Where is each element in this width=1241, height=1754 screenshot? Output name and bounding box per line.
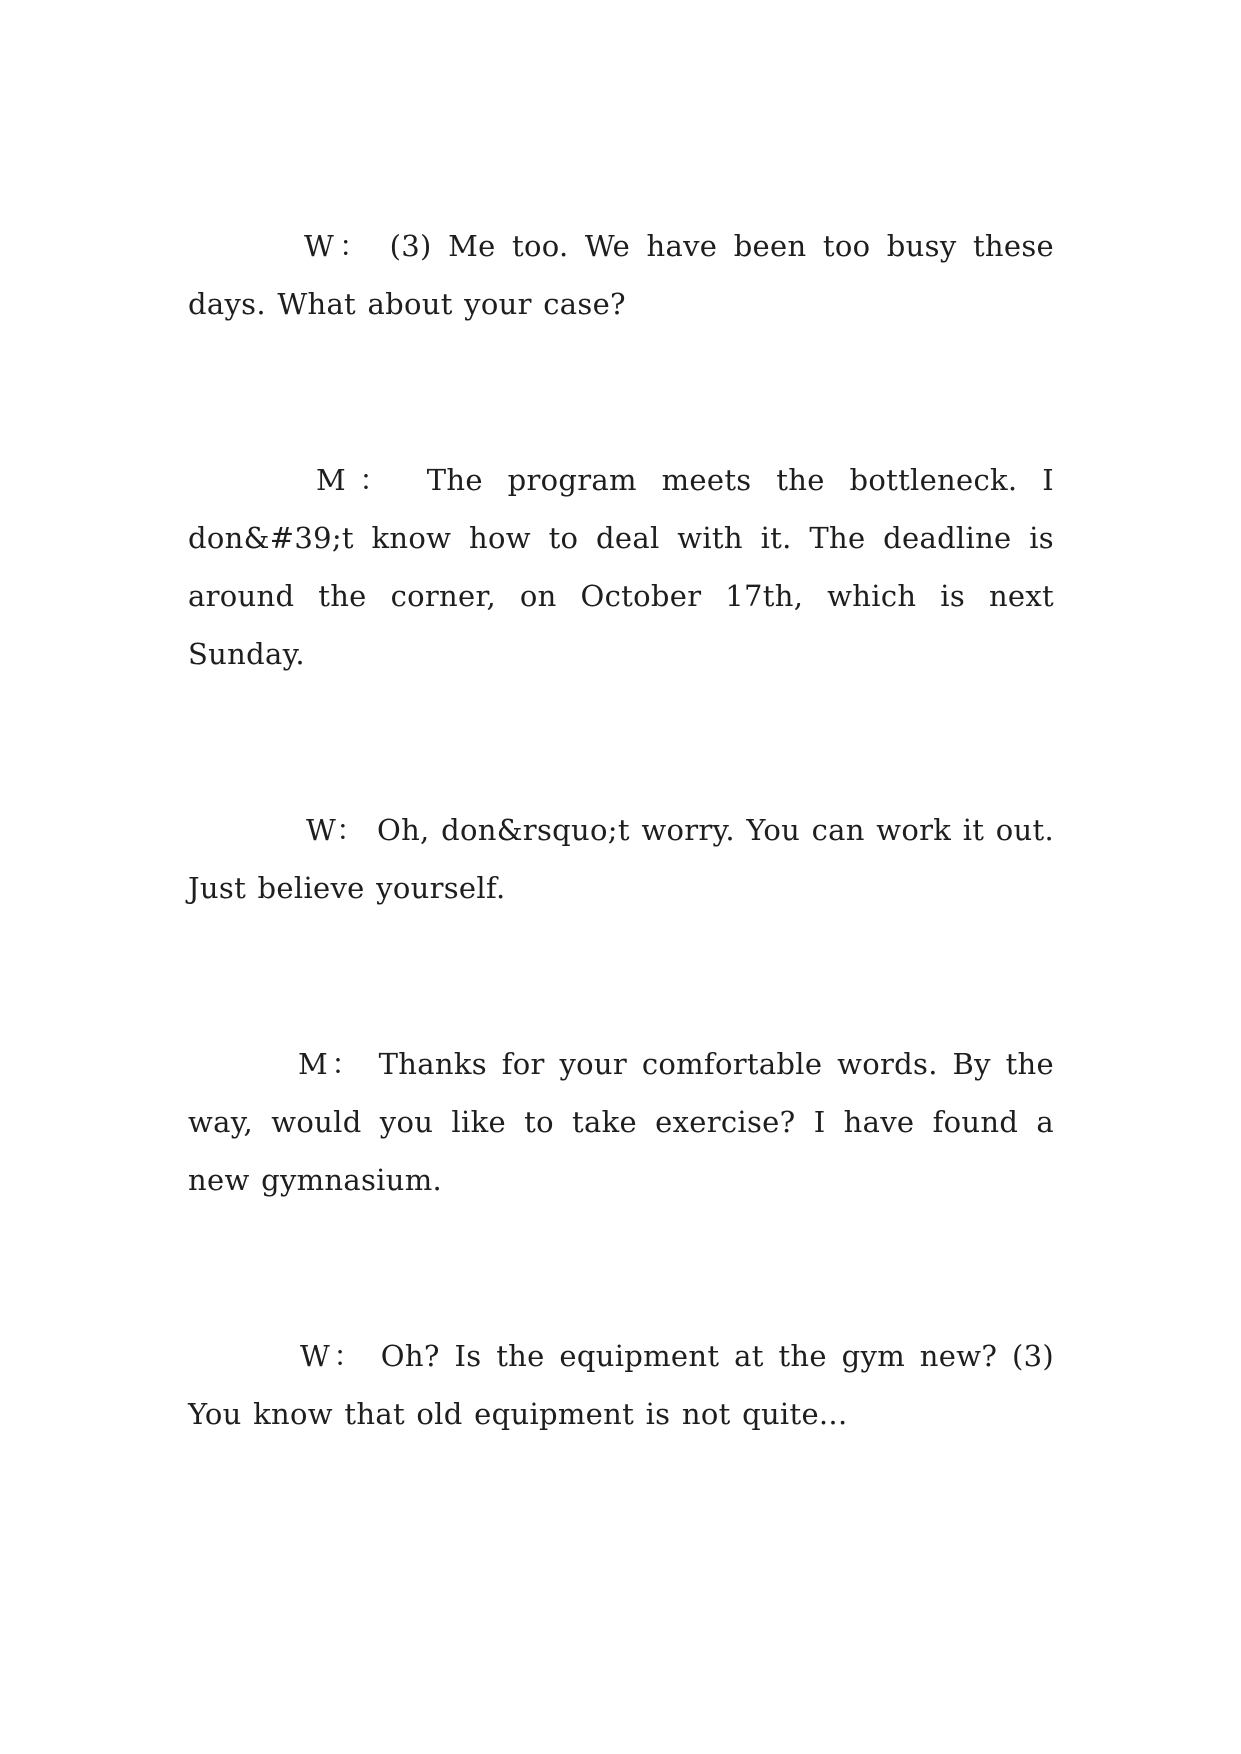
dialogue-line-4 — [188, 1035, 1054, 1209]
dialogue-text: Oh? Is the equipment at the gym new? (3) You know that old equipment is not quite... — [188, 1339, 1054, 1431]
dialogue-text: (3) Me too. We have been too busy these days. What about your case? — [188, 229, 1054, 321]
speaker-label: W： — [306, 813, 366, 847]
dialogue-line-3 — [188, 801, 1054, 917]
speaker-label: M： — [298, 1047, 364, 1081]
dialogue-text: Oh, don&rsquo;t worry. You can work it out. Just believe yourself. — [188, 813, 1054, 905]
speaker-label: W： — [300, 1339, 366, 1373]
dialogue-line-1 — [188, 217, 1054, 333]
dialogue-line-2 — [188, 451, 1054, 683]
dialogue-text: The program meets the bottleneck. I don&#39;t know how to deal with it. The deadline is around the corner, on October 17th, which is next Sunday. — [188, 463, 1055, 671]
speaker-label: W： — [304, 229, 374, 263]
dialogue-line-5 — [188, 1327, 1054, 1443]
speaker-label: M： — [316, 463, 402, 497]
dialogue-text: Thanks for your comfortable words. By the way, would you like to take exercise? I have found a new gymnasium. — [188, 1047, 1054, 1197]
